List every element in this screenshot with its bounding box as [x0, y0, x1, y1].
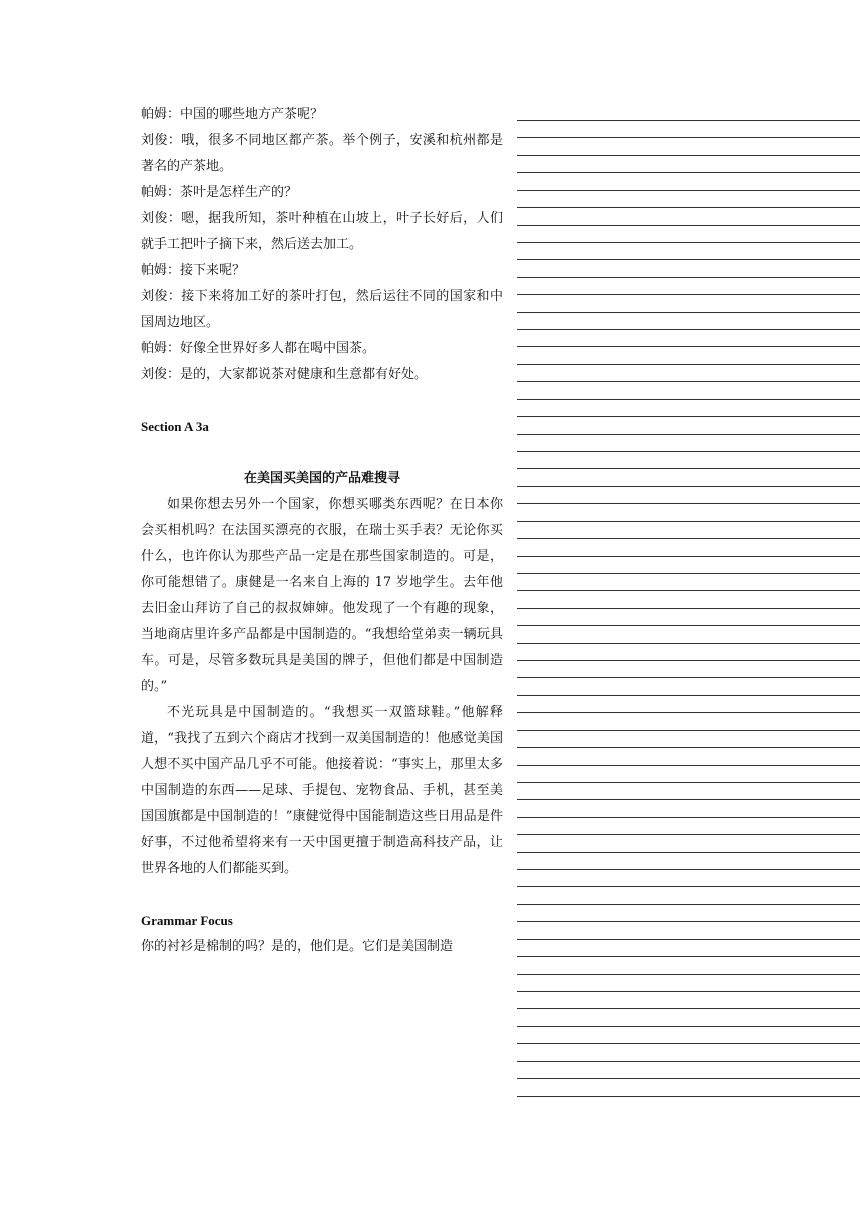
note-line: [517, 730, 860, 731]
note-line: [517, 207, 860, 208]
dialogue-line: 帕姆：茶叶是怎样生产的？: [141, 185, 298, 200]
note-line: [517, 468, 860, 469]
note-line: [517, 172, 860, 173]
note-line: [517, 747, 860, 748]
note-line: [517, 137, 860, 138]
note-line: [517, 643, 860, 644]
note-line: [517, 886, 860, 887]
note-line: [517, 939, 860, 940]
note-line: [517, 1078, 860, 1079]
note-line: [517, 974, 860, 975]
note-line: [517, 625, 860, 626]
note-lines: [517, 102, 860, 1102]
note-line: [517, 277, 860, 278]
note-line: [517, 294, 860, 295]
note-line: [517, 1026, 860, 1027]
note-line: [517, 399, 860, 400]
note-line: [517, 364, 860, 365]
note-line: [517, 677, 860, 678]
note-line: [517, 834, 860, 835]
dialogue-line: 帕姆：接下来呢？: [141, 263, 246, 278]
article-paragraph: 不光玩具是中国制造的。“我想买一双篮球鞋。”他解释道，“我找了五到六个商店才找到一双美国制造的！他感觉美国人想不买中国产品几乎不可能。他接着说：“事实上，那里太多中国制造的东西——足球、手提包、宠物食品、手机，甚至美国国旗都是中国制造的！”康健觉得中国能制造这些日用品是件好事，不过他希望将来有一天中国更擅于制造高科技产品，让世界各地的人们都能买到。: [141, 705, 503, 876]
note-line: [517, 660, 860, 661]
dialogue-line: 帕姆：好像全世界好多人都在喝中国茶。: [141, 341, 376, 356]
note-line: [517, 190, 860, 191]
note-line: [517, 521, 860, 522]
note-line: [517, 346, 860, 347]
note-line: [517, 556, 860, 557]
note-line: [517, 921, 860, 922]
dialogue-line: 刘俊：是的，大家都说茶对健康和生意都有好处。: [141, 367, 428, 382]
note-line: [517, 538, 860, 539]
dialogue-line: 刘俊：嗯，据我所知，茶叶种植在山坡上，叶子长好后，人们就手工把叶子摘下来，然后送去加工。: [141, 211, 503, 252]
note-line: [517, 155, 860, 156]
note-line: [517, 486, 860, 487]
note-line: [517, 573, 860, 574]
dialogue-line: 刘俊：接下来将加工好的茶叶打包，然后运往不同的国家和中国周边地区。: [141, 289, 503, 330]
note-line: [517, 869, 860, 870]
dialogue-line: 刘俊：哦，很多不同地区都产茶。举个例子，安溪和杭州都是著名的产茶地。: [141, 133, 503, 174]
note-line: [517, 225, 860, 226]
note-line: [517, 904, 860, 905]
note-line: [517, 765, 860, 766]
note-line: [517, 1061, 860, 1062]
note-line: [517, 782, 860, 783]
note-line: [517, 416, 860, 417]
grammar-heading: Grammar Focus: [141, 913, 233, 928]
dialogue-line: 帕姆：中国的哪些地方产茶呢？: [141, 107, 324, 122]
article-title: 在美国买美国的产品难搜寻: [243, 471, 400, 486]
note-line: [517, 852, 860, 853]
note-line: [517, 1043, 860, 1044]
note-line: [517, 312, 860, 313]
note-line: [517, 120, 860, 121]
grammar-text: 你的衬衫是棉制的吗？是的，他们是。它们是美国制造: [141, 939, 454, 954]
section-heading: Section A 3a: [141, 419, 209, 434]
note-line: [517, 1096, 860, 1097]
note-line: [517, 242, 860, 243]
note-line: [517, 259, 860, 260]
note-line: [517, 608, 860, 609]
text-column: [141, 102, 503, 960]
note-line: [517, 799, 860, 800]
article-paragraph: 如果你想去另外一个国家，你想买哪类东西呢？在日本你会买相机吗？在法国买漂亮的衣服，在瑞士买手表？无论你买什么，也许你认为那些产品一定是在那些国家制造的。可是，你可能想错了。康健是一名来自上海的 17 岁地学生。去年他去旧金山拜访了自己的叔叔婶婶。他发现了一个有趣的现象，当地商店里许多产品都是中国制造的。“我想给堂弟卖一辆玩具车。可是，尽管多数玩具是美国的牌子，但他们都是中国制造的。”: [141, 497, 503, 694]
note-line: [517, 817, 860, 818]
note-line: [517, 712, 860, 713]
note-line: [517, 1008, 860, 1009]
note-line: [517, 956, 860, 957]
note-line: [517, 434, 860, 435]
note-line: [517, 503, 860, 504]
note-line: [517, 451, 860, 452]
note-line: [517, 329, 860, 330]
note-line: [517, 695, 860, 696]
note-line: [517, 590, 860, 591]
note-line: [517, 381, 860, 382]
note-line: [517, 991, 860, 992]
